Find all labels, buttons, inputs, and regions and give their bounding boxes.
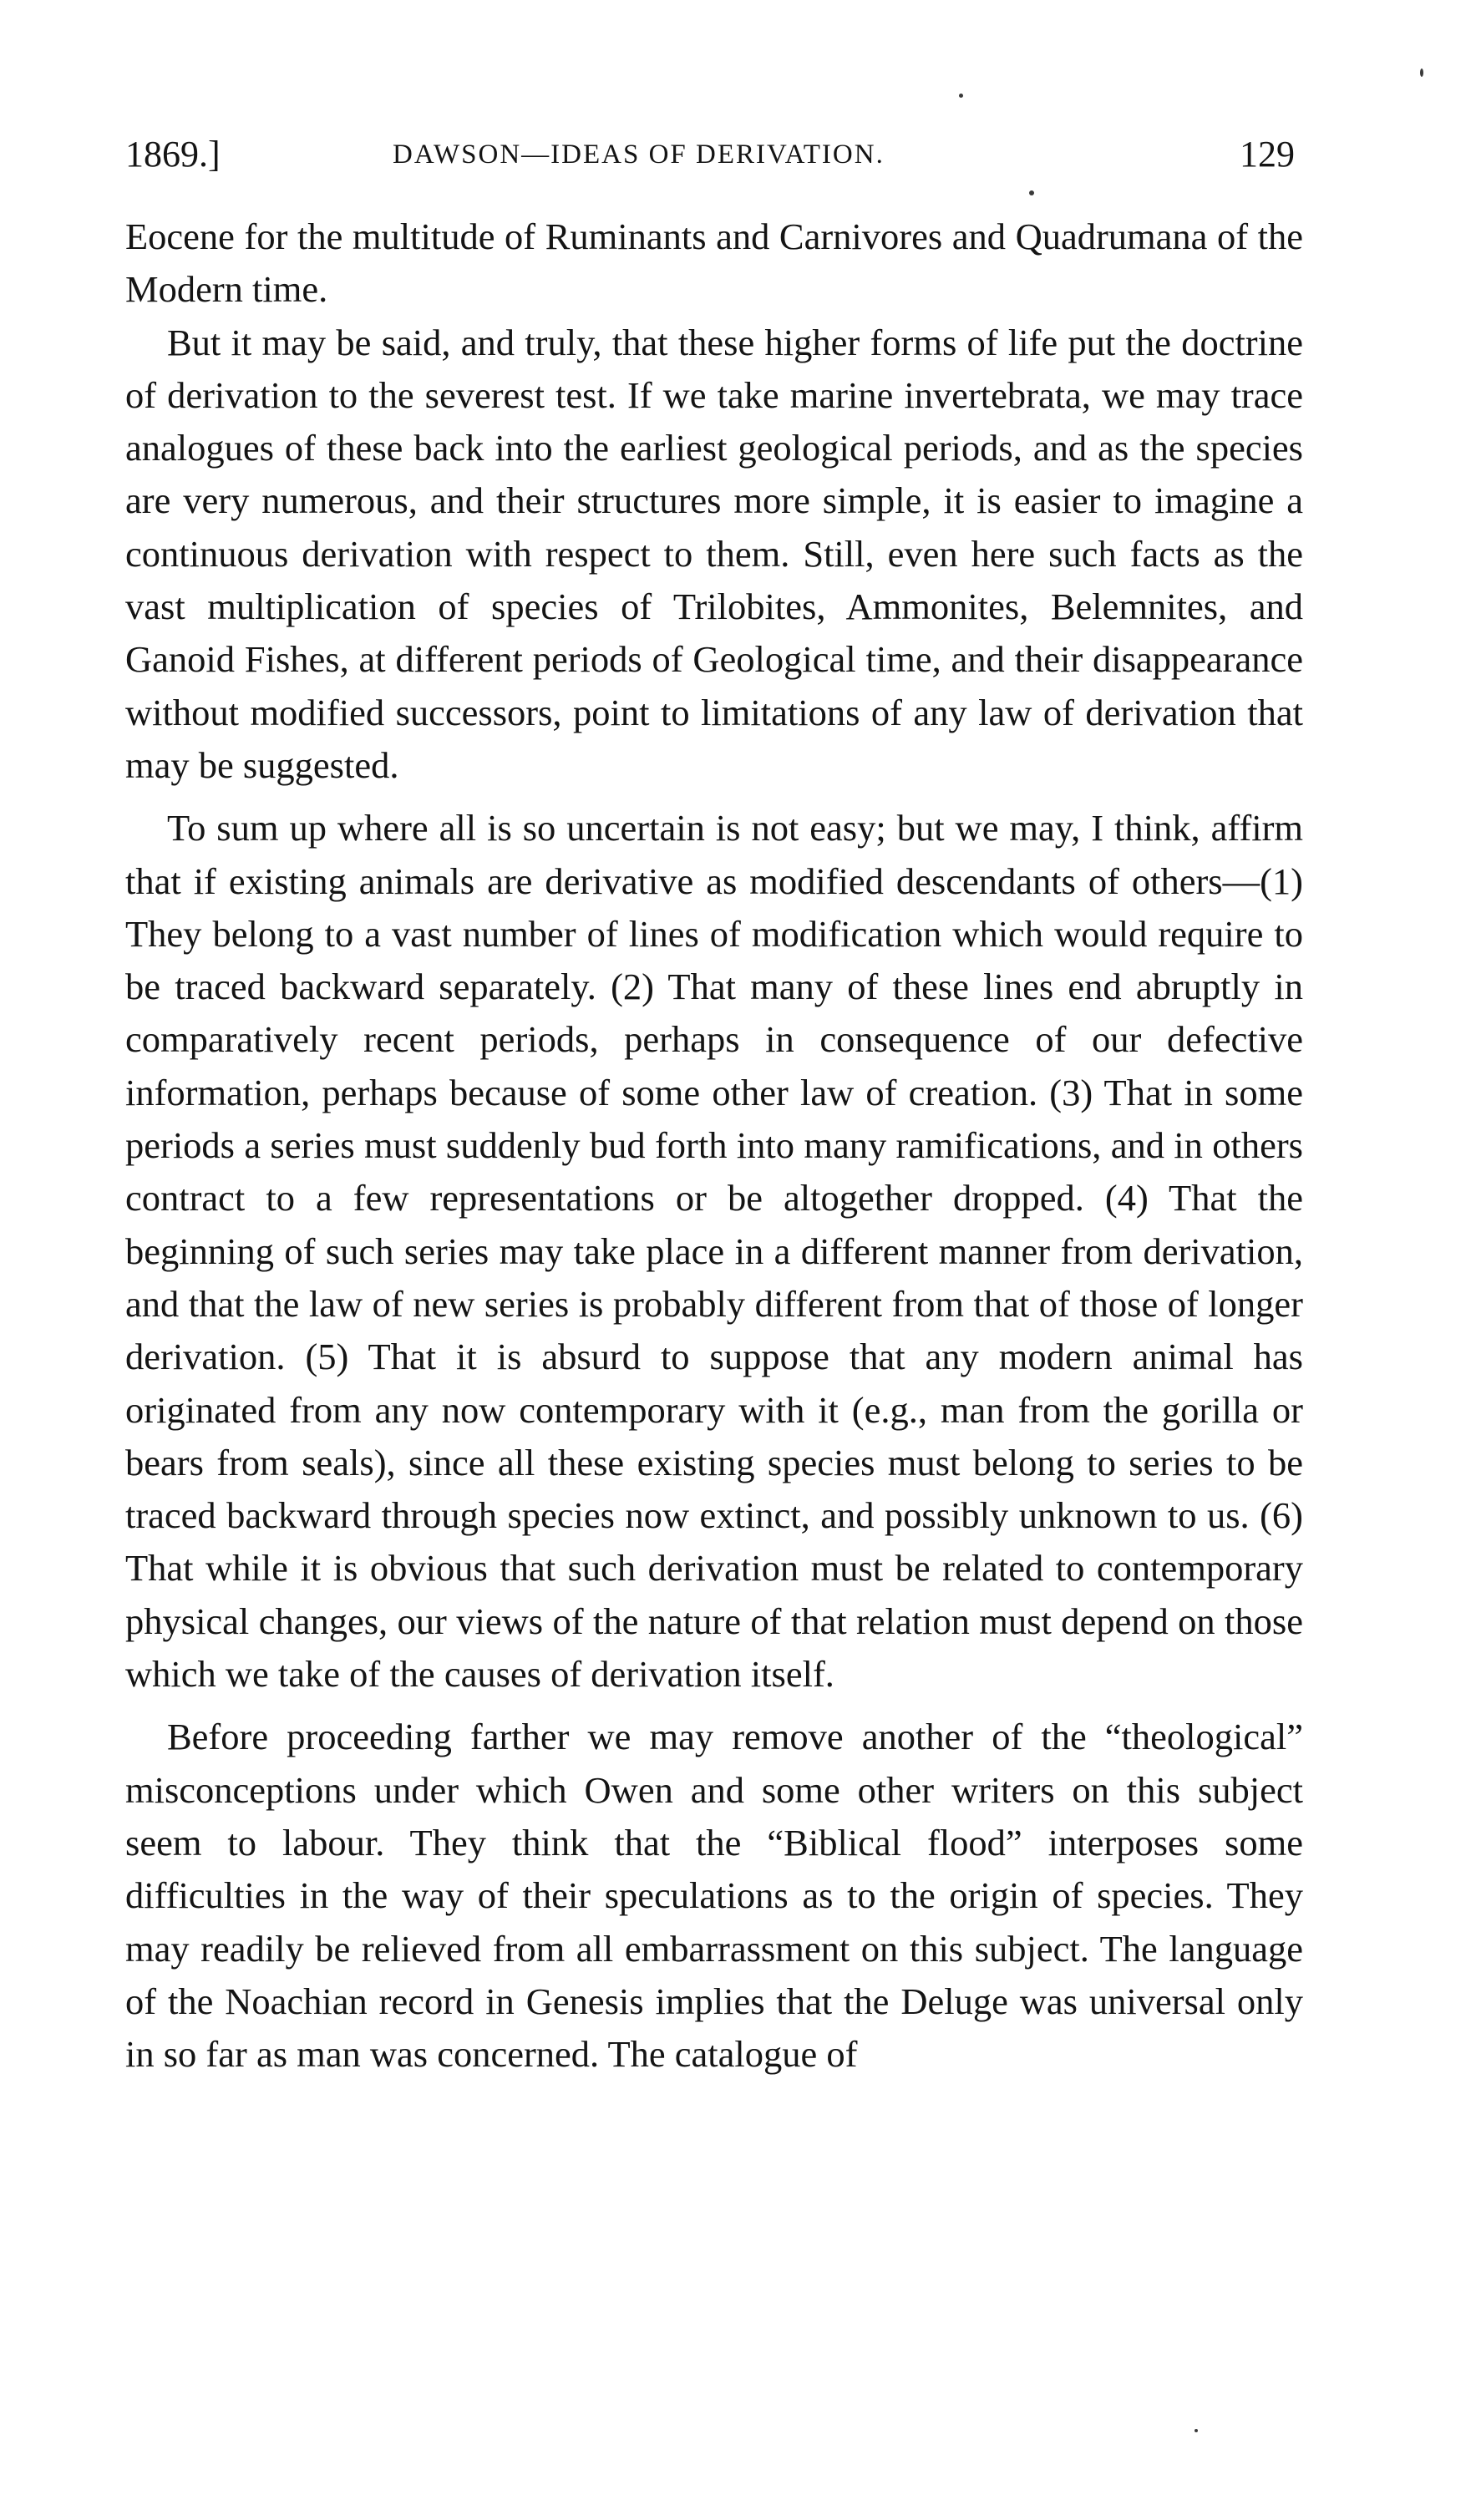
page-number: 129 <box>1240 134 1295 175</box>
paragraph-biblical-flood: Before proceeding farther we may remove another of the “theological” misconceptions under which Owen and some other writers on this subject seem to labour. They think that the “Biblical flood” interposes some difficulties in the way of their speculations as to the origin of species. They may readily be relieved from all embarrassment on this subject. The language of the Noachian record in Genesis implies that the Deluge was universal only in so far as man was concerned. The catalogue of <box>125 1716 1303 2076</box>
scan-speck <box>1029 190 1034 195</box>
paragraph-sum-up: To sum up where all is so uncertain is not easy; but we may, I think, affirm that if existing animals are derivative as modified descendants of others—(1) They belong to a vast number of lines of modification which would require to be traced backward separately. (2) That many of these lines end abruptly in comparatively recent periods, perhaps in consequence of our defective information, perhaps because of some other law of creation. (3) That in some periods a series must suddenly bud forth into many ramifications, and in others contract to a few representations or be altogether dropped. (4) That the beginning of such series may take place in a different manner from derivation, and that the law of new series is probably different from that of those of longer derivation. (5) That it is absurd to suppose that any modern animal has originated from any now contemporary with it (e.g., man from the gorilla or bears from seals), since all these existing species must belong to series to be traced backward through species now extinct, and possibly unknown to us. (6) That while it is obvious that such derivation must be related to contemporary physical changes, our views of the nature of that relation must depend on those which we take of the causes of derivation itself. <box>125 807 1303 1696</box>
paragraph-continued: Eocene for the multitude of Ruminants and Carnivores and Quadrumana of the Modern time. <box>125 215 1303 311</box>
body-text <box>125 210 1303 2081</box>
scan-speck <box>1195 2429 1198 2432</box>
scan-speck <box>1420 68 1423 77</box>
paragraph-higher-forms: But it may be said, and truly, that these higher forms of life put the doctrine of derivation to the severest test. If we take marine invertebrata, we may trace analogues of these back into the earliest geological periods, and as the species are very numerous, and their structures more simple, it is easier to imagine a continuous derivation with respect to them. Still, even here such facts as the vast multiplication of species of Trilobites, Ammonites, Belemnites, and Ganoid Fishes, at different periods of Geological time, and their disappearance without modified successors, point to limitations of any law of derivation that may be suggested. <box>125 321 1303 786</box>
running-head-year: 1869.] <box>125 134 221 175</box>
running-head-title: DAWSON—IDEAS OF DERIVATION. <box>393 139 885 170</box>
scan-speck <box>959 94 963 98</box>
running-head <box>125 125 1303 184</box>
book-page <box>125 125 1303 2397</box>
